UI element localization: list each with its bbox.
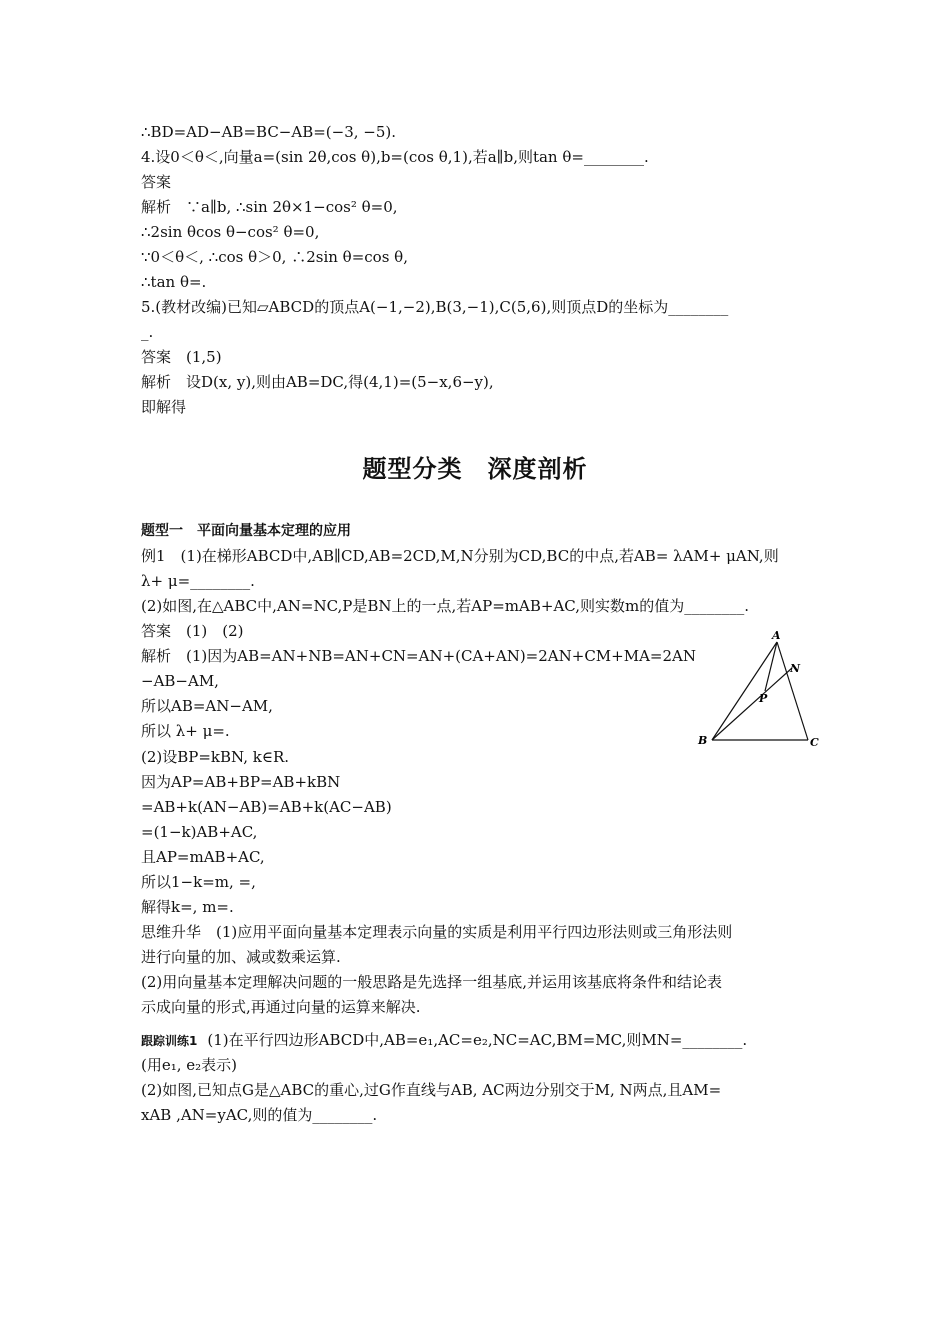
text-line: =AB+k(AN−AB)=AB+k(AC−AB): [141, 798, 392, 816]
summary-line: 思维升华 (1)应用平面向量基本定理表示向量的实质是利用平行四边形法则或三角形法则: [141, 923, 733, 941]
text-line: ∴2sin θcos θ−cos² θ=0,: [141, 223, 320, 241]
question-4: 4.设0＜θ＜,向量a=(sin 2θ,cos θ),b=(cos θ,1),若a∥b,则tan θ=________.: [141, 148, 649, 166]
practice-line: [141, 1030, 747, 1051]
label-c: C: [810, 736, 819, 749]
answer-line: 答案 (1) (2): [141, 622, 244, 640]
text-line: (用e₁, e₂表示): [141, 1056, 238, 1074]
practice-tag: 跟踪训练1: [141, 1034, 198, 1048]
text-line: (2)如图,已知点G是△ABC的重心,过G作直线与AB, AC两边分别交于M, N两点,且AM=: [141, 1081, 722, 1099]
label-n: N: [790, 662, 801, 675]
text-line: 即解得: [141, 398, 187, 416]
analysis-line: 解析 设D(x, y),则由AB=DC,得(4,1)=(5−x,6−y),: [141, 373, 494, 391]
section-heading: 题型分类 深度剖析: [362, 455, 588, 483]
label-a: A: [772, 629, 781, 642]
text-line: (2)设BP=kBN, k∈R.: [141, 748, 290, 766]
text-line: λ+ μ=________.: [141, 572, 255, 590]
text-line: 所以1−k=m, =,: [141, 873, 256, 891]
text-line: 解得k=, m=.: [141, 898, 234, 916]
text-line: 所以 λ+ μ=.: [141, 722, 230, 740]
label-b: B: [698, 734, 708, 747]
label-p: P: [759, 692, 768, 705]
question-5: 5.(教材改编)已知▱ABCD的顶点A(−1,−2),B(3,−1),C(5,6),则顶点D的坐标为________: [141, 298, 729, 316]
practice-text: (1)在平行四边形ABCD中,AB=e₁,AC=e₂,NC=AC,BM=MC,则MN=________.: [207, 1031, 748, 1049]
text-line: (2)用向量基本定理解决问题的一般思路是先选择一组基底,并运用该基底将条件和结论表: [141, 973, 723, 991]
topic-title: 题型一 平面向量基本定理的应用: [141, 523, 351, 539]
text-line: ∴BD=AD−AB=BC−AB=(−3, −5).: [141, 123, 397, 141]
triangle-figure: [694, 628, 828, 752]
text-line: 所以AB=AN−AM,: [141, 697, 273, 715]
text-line: 示成向量的形式,再通过向量的运算来解决.: [141, 998, 421, 1016]
text-line: 且AP=mAB+AC,: [141, 848, 265, 866]
text-line: xAB ,AN=yAC,则的值为________.: [141, 1106, 378, 1124]
example-1-part-2: (2)如图,在△ABC中,AN=NC,P是BN上的一点,若AP=mAB+AC,则实数m的值为________.: [141, 597, 749, 615]
example-1-part-1: 例1 (1)在梯形ABCD中,AB∥CD,AB=2CD,M,N分别为CD,BC的中点,若AB= λAM+ μAN,则: [141, 547, 779, 565]
text-line: ∴tan θ=.: [141, 273, 207, 291]
answer-label: 答案: [141, 173, 172, 191]
text-line: 因为AP=AB+BP=AB+kBN: [141, 773, 341, 791]
text-line: =(1−k)AB+AC,: [141, 823, 258, 841]
answer-line: 答案 (1,5): [141, 348, 222, 366]
text-line: _.: [141, 323, 154, 341]
side-ac: [777, 642, 808, 740]
text-line: −AB−AM,: [141, 672, 219, 690]
analysis-line: 解析 ∵a∥b, ∴sin 2θ×1−cos² θ=0,: [141, 198, 398, 216]
text-line: ∵0＜θ＜, ∴cos θ＞0, ∴2sin θ=cos θ,: [141, 248, 408, 266]
text-line: 进行向量的加、减或数乘运算.: [141, 948, 341, 966]
analysis-line: 解析 (1)因为AB=AN+NB=AN+CN=AN+(CA+AN)=2AN+CM+MA=2AN: [141, 647, 696, 665]
